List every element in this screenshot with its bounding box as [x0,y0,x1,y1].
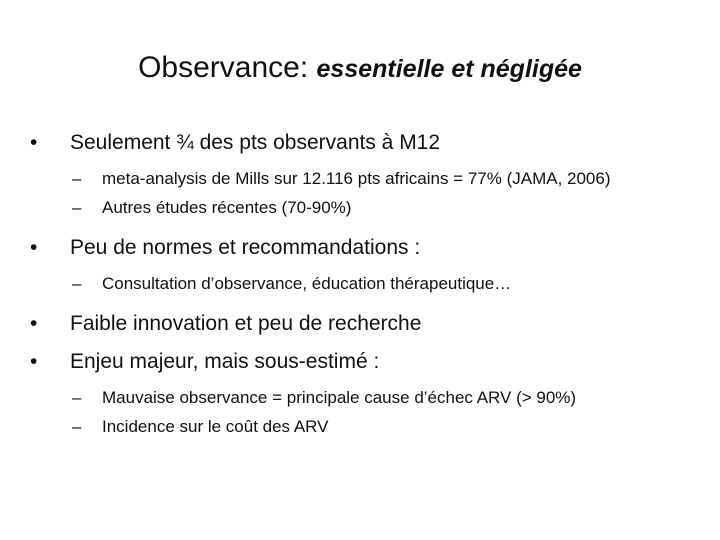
sub-bullet-item [30,168,690,190]
bullet-marker: • [30,236,38,259]
slide-title [0,48,720,89]
sub-bullet-group [30,273,690,295]
sub-bullet-item [30,197,690,219]
bullet-item [30,347,690,377]
bullet-text: Enjeu majeur, mais sous-estimé : [70,350,380,373]
bullet-text: Peu de normes et recommandations : [70,236,421,259]
dash-marker: – [72,274,82,293]
sub-bullet-item [30,416,690,438]
bullet-item [30,128,690,158]
sub-bullet-text: Incidence sur le coût des ARV [102,417,329,436]
bullet-list [30,128,690,438]
bullet-item [30,309,690,339]
dash-marker: – [72,169,82,188]
title-subtitle: essentielle et négligée [316,55,582,83]
dash-marker: – [72,388,82,407]
dash-marker: – [72,417,82,436]
title-main: Observance: [138,51,309,84]
bullet-marker: • [30,312,38,335]
bullet-item [30,233,690,263]
bullet-marker: • [30,350,38,373]
sub-bullet-text: Autres études récentes (70-90%) [102,198,352,217]
bullet-text: Faible innovation et peu de recherche [70,312,422,335]
bullet-marker: • [30,131,38,154]
sub-bullet-item [30,273,690,295]
sub-bullet-text: Consultation d’observance, éducation thérapeutique… [102,274,512,293]
sub-bullet-text: meta-analysis de Mills sur 12.116 pts africains = 77% (JAMA, 2006) [102,169,611,188]
bullet-text: Seulement ¾ des pts observants à M12 [70,131,441,154]
dash-marker: – [72,198,82,217]
sub-bullet-item [30,387,690,409]
sub-bullet-group [30,387,690,438]
sub-bullet-text: Mauvaise observance = principale cause d’échec ARV (> 90%) [102,388,577,407]
sub-bullet-group [30,168,690,219]
